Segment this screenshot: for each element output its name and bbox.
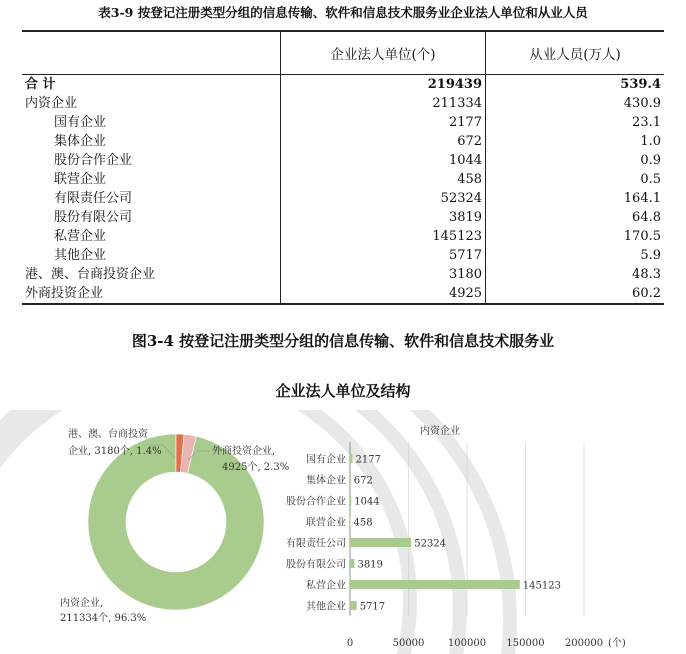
pie-label: 企业, 3180个, 1.4% — [68, 446, 162, 457]
table-row — [22, 75, 664, 95]
row-label: 有限责任公司 — [54, 190, 133, 206]
table-row — [22, 284, 664, 304]
table-row — [22, 170, 664, 189]
row-persons: 430.9 — [486, 94, 664, 113]
bar-category-label: 私营企业 — [306, 580, 346, 592]
x-tick-label: 50000 — [392, 638, 425, 649]
bar-value-label: 3819 — [357, 559, 383, 571]
row-persons: 5.9 — [486, 246, 664, 265]
x-tick-label: 200000 — [564, 638, 604, 649]
data-table — [22, 30, 664, 305]
bar — [350, 559, 354, 568]
column-header-units: 企业法人单位(个) — [281, 31, 486, 75]
bar-value-label: 672 — [353, 475, 373, 487]
bar — [350, 601, 357, 610]
row-persons: 48.3 — [486, 265, 664, 284]
table-row — [22, 227, 664, 246]
bar-category-label: 联营企业 — [306, 517, 346, 529]
bar — [350, 454, 353, 463]
bar-category-label: 集体企业 — [306, 475, 346, 487]
column-header-persons: 从业人员(万人) — [486, 31, 664, 75]
row-persons: 164.1 — [486, 189, 664, 208]
table-row — [22, 208, 664, 227]
x-axis-unit: (个) — [608, 638, 626, 649]
table-header-row — [22, 31, 664, 75]
row-label: 合 计 — [25, 76, 56, 92]
table-row — [22, 94, 664, 113]
row-units: 1044 — [281, 151, 486, 170]
table-row — [22, 132, 664, 151]
bar-category-label: 股份合作企业 — [286, 496, 346, 508]
table-row — [22, 265, 664, 284]
row-persons: 0.9 — [486, 151, 664, 170]
pie-label: 4925个, 2.3% — [222, 462, 290, 473]
row-units: 3180 — [281, 265, 486, 284]
pie-label: 港、澳、台商投资 — [68, 429, 148, 440]
pie-label: 211334个, 96.3% — [60, 613, 147, 624]
bar — [350, 580, 520, 589]
pie-label: 内资企业, — [60, 598, 104, 609]
row-units: 5717 — [281, 246, 486, 265]
row-label: 内资企业 — [25, 95, 78, 111]
bar — [350, 475, 351, 484]
bar-category-label: 其他企业 — [306, 601, 346, 613]
bar-value-label: 145123 — [522, 580, 561, 592]
table-row — [22, 151, 664, 170]
row-label: 私营企业 — [54, 228, 107, 244]
bar — [350, 517, 351, 526]
row-label: 港、澳、台商投资企业 — [25, 266, 156, 282]
row-units: 458 — [281, 170, 486, 189]
row-persons: 1.0 — [486, 132, 664, 151]
row-label: 其他企业 — [54, 247, 107, 263]
row-label: 集体企业 — [54, 133, 107, 149]
row-units: 4925 — [281, 284, 486, 304]
bar-category-label: 国有企业 — [306, 454, 346, 466]
bar — [350, 538, 411, 547]
table-title: 表3-9 按登记注册类型分组的信息传输、软件和信息技术服务业企业法人单位和从业人员 — [98, 5, 588, 20]
bar-value-label: 2177 — [355, 454, 382, 466]
row-label: 股份有限公司 — [54, 209, 133, 225]
bar-category-label: 股份有限公司 — [286, 559, 346, 571]
row-persons: 64.8 — [486, 208, 664, 227]
bar-value-label: 1044 — [354, 496, 380, 508]
structure-chart — [0, 410, 686, 654]
row-units: 211334 — [281, 94, 486, 113]
table-row — [22, 246, 664, 265]
row-persons: 60.2 — [486, 284, 664, 304]
figure-title-line1: 图3-4 按登记注册类型分组的信息传输、软件和信息技术服务业 — [131, 332, 555, 350]
figure-title-line2: 企业法人单位及结构 — [275, 382, 411, 400]
row-units: 52324 — [281, 189, 486, 208]
row-label: 股份合作企业 — [54, 152, 133, 168]
row-label: 外商投资企业 — [22, 284, 281, 304]
bar — [350, 496, 351, 505]
table-row — [22, 189, 664, 208]
table-row — [22, 113, 664, 132]
column-header-category — [22, 31, 281, 75]
x-tick-label: 0 — [346, 638, 354, 649]
bar-chart-title: 内资企业 — [420, 426, 460, 437]
pie-label: 外商投资企业, — [212, 446, 276, 457]
row-units: 145123 — [281, 227, 486, 246]
row-label: 国有企业 — [54, 114, 107, 130]
row-persons: 23.1 — [486, 113, 664, 132]
row-label: 联营企业 — [54, 171, 107, 187]
donut-chart — [60, 427, 289, 624]
row-units: 2177 — [281, 113, 486, 132]
bar-value-label: 458 — [353, 517, 373, 529]
row-units: 3819 — [281, 208, 486, 227]
row-persons: 539.4 — [486, 75, 664, 95]
x-tick-label: 150000 — [506, 638, 545, 649]
row-units: 672 — [281, 132, 486, 151]
x-tick-label: 100000 — [447, 638, 487, 649]
row-persons: 0.5 — [486, 170, 664, 189]
bar-category-label: 有限责任公司 — [286, 538, 346, 550]
bar-value-label: 5717 — [359, 601, 386, 613]
row-units: 219439 — [281, 75, 486, 95]
row-persons: 170.5 — [486, 227, 664, 246]
bar-value-label: 52324 — [414, 538, 447, 550]
